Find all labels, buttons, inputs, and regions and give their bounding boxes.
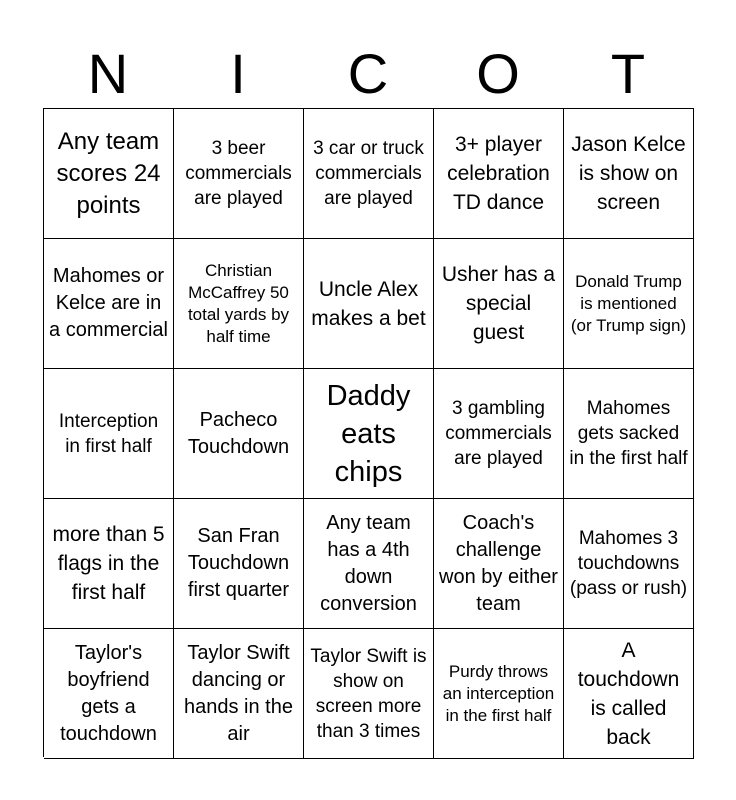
bingo-cell-r3-c0[interactable] <box>44 499 174 629</box>
bingo-cell-r2-c2[interactable] <box>304 369 434 499</box>
bingo-cell-text: Purdy throws an interception in the first half <box>442 661 555 725</box>
bingo-cell-text: Pacheco Touchdown <box>187 408 290 458</box>
bingo-cell-text: more than 5 flags in the first half <box>52 523 165 604</box>
header-letter-c: C <box>347 42 389 105</box>
bingo-cell-text: Mahomes 3 touchdowns (pass or rush) <box>569 528 688 599</box>
bingo-cell-text: 3+ player celebration TD dance <box>447 133 550 214</box>
bingo-cell-r3-c4[interactable] <box>564 499 694 629</box>
bingo-cell-r0-c2[interactable] <box>304 109 434 239</box>
bingo-cell-r2-c0[interactable] <box>44 369 174 499</box>
header-letter-i: I <box>230 42 246 105</box>
bingo-cell-r2-c3[interactable] <box>434 369 564 499</box>
bingo-cell-text: 3 gambling commercials are played <box>445 398 552 469</box>
bingo-cell-text: 3 car or truck commercials are played <box>313 138 424 209</box>
bingo-cell-r2-c1[interactable] <box>174 369 304 499</box>
bingo-cell-text: Daddy eats chips <box>326 379 411 488</box>
bingo-cell-text: Taylor Swift dancing or hands in the air <box>184 641 293 745</box>
bingo-cell-r4-c4[interactable] <box>564 629 694 759</box>
bingo-cell-text: Any team scores 24 points <box>56 127 161 219</box>
bingo-cell-r3-c2[interactable] <box>304 499 434 629</box>
bingo-cell-r4-c2[interactable] <box>304 629 434 759</box>
bingo-cell-text: Jason Kelce is show on screen <box>571 133 686 214</box>
bingo-cell-text: Any team has a 4th down conversion <box>320 511 417 615</box>
bingo-cell-text: Usher has a special guest <box>441 263 556 344</box>
bingo-cell-text: A touchdown is called back <box>577 638 680 749</box>
bingo-cell-r1-c1[interactable] <box>174 239 304 369</box>
bingo-cell-text: Christian McCaffrey 50 total yards by half time <box>187 260 290 346</box>
bingo-cell-text: San Fran Touchdown first quarter <box>187 525 290 601</box>
bingo-cell-r1-c2[interactable] <box>304 239 434 369</box>
bingo-cell-text: Mahomes or Kelce are in a commercial <box>49 265 168 341</box>
bingo-cell-r4-c3[interactable] <box>434 629 564 759</box>
bingo-cell-text: Taylor's boyfriend gets a touchdown <box>60 641 157 745</box>
bingo-cell-r4-c0[interactable] <box>44 629 174 759</box>
bingo-cell-text: Mahomes gets sacked in the first half <box>569 398 688 469</box>
bingo-cell-text: Coach's challenge won by either team <box>439 511 558 615</box>
bingo-cell-text: Taylor Swift is show on screen more than 3 times <box>310 645 427 742</box>
header-letter-t: T <box>610 42 646 105</box>
bingo-cell-r3-c1[interactable] <box>174 499 304 629</box>
bingo-cell-r0-c1[interactable] <box>174 109 304 239</box>
bingo-cell-r4-c1[interactable] <box>174 629 304 759</box>
bingo-board <box>43 108 694 757</box>
bingo-cell-text: Interception in first half <box>58 410 159 457</box>
bingo-cell-r0-c4[interactable] <box>564 109 694 239</box>
header-letter-n: N <box>87 42 129 105</box>
header-letter-o: O <box>476 42 520 105</box>
bingo-cell-r0-c3[interactable] <box>434 109 564 239</box>
bingo-cell-text: 3 beer commercials are played <box>185 138 292 209</box>
bingo-cell-r0-c0[interactable] <box>44 109 174 239</box>
bingo-cell-r1-c0[interactable] <box>44 239 174 369</box>
bingo-header <box>43 40 693 108</box>
bingo-cell-r2-c4[interactable] <box>564 369 694 499</box>
bingo-cell-r1-c4[interactable] <box>564 239 694 369</box>
bingo-cell-r1-c3[interactable] <box>434 239 564 369</box>
bingo-cell-r3-c3[interactable] <box>434 499 564 629</box>
bingo-cell-text: Uncle Alex makes a bet <box>311 277 426 330</box>
bingo-cell-text: Donald Trump is mentioned (or Trump sign) <box>570 271 687 335</box>
